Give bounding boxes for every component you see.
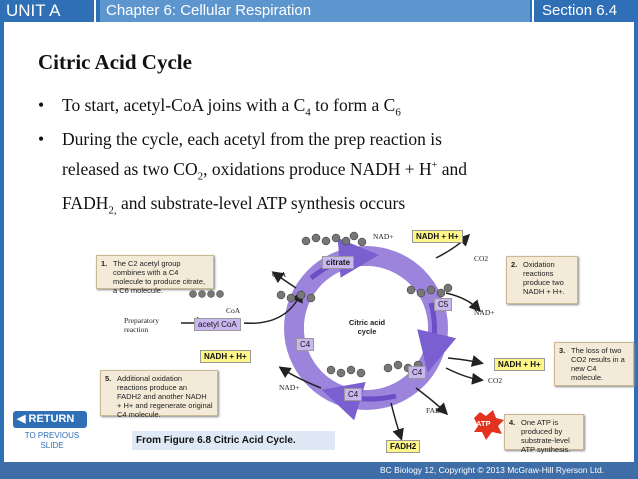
- prep-reaction-label: Preparatory reaction: [124, 316, 159, 334]
- fad-label: FAD: [426, 406, 441, 415]
- bullet-2-text-e: and substrate-level ATP synthesis occurs: [116, 192, 406, 213]
- bullet-1-mid: to form a C: [310, 95, 396, 115]
- c4-label-left: C4: [296, 338, 314, 351]
- step-2-text: Oxidation reactions produce two NADH + H+.: [523, 260, 565, 296]
- step-3-num: 3.: [559, 346, 566, 355]
- bullet-2-line-1: During the cycle, each acetyl from the prep reaction is: [62, 128, 442, 149]
- step-4-num: 4.: [509, 418, 516, 427]
- nadh-label-left: NADH + H+: [200, 350, 251, 363]
- return-subtitle[interactable]: TO PREVIOUS SLIDE: [24, 431, 80, 450]
- bullet-2-line-2: [62, 154, 618, 188]
- co2-label-top: CO2: [474, 254, 489, 263]
- step-1-num: 1.: [101, 259, 108, 268]
- bullet-1-text: To start, acetyl-CoA joins with a C: [62, 95, 306, 115]
- step-5-text: Additional oxidation reactions produce an FADH2 and another NADH + H+ and regenerate original C4 molecule.: [117, 374, 213, 419]
- coa-label: CoA: [272, 270, 287, 279]
- return-button[interactable]: [13, 411, 87, 428]
- footer-copyright: BC Biology 12, Copyright © 2013 McGraw-Hill Ryerson Ltd.: [380, 465, 605, 475]
- cycle-center-label: Citric acid cycle: [348, 318, 386, 336]
- chapter-title: Chapter 6: Cellular Respiration: [100, 0, 530, 22]
- bullet-2-text-b: , oxidations produce NADH + H: [203, 158, 432, 179]
- step-3-text: The loss of two CO2 results in a new C4 molecule.: [571, 346, 625, 382]
- step-3-box: [554, 342, 634, 386]
- citric-acid-cycle-figure: [96, 218, 638, 458]
- step-1-box: [96, 255, 214, 295]
- bullet-2-text-d: FADH: [62, 192, 109, 213]
- bullet-2-sup: +: [431, 159, 438, 171]
- nad-label-right: NAD+: [474, 308, 495, 317]
- step-2-num: 2.: [511, 260, 518, 269]
- bullet-dot: •: [38, 128, 45, 149]
- step-4-text: One ATP is produced by substrate-level ATP synthesis.: [521, 418, 571, 454]
- step-2-box: [506, 256, 578, 304]
- bullet-1: [38, 93, 618, 125]
- step-5-num: 5.: [105, 374, 112, 383]
- fadh2-label: FADH2: [386, 440, 420, 453]
- nadh-label-right: NADH + H+: [494, 358, 545, 371]
- citrate-label: citrate: [322, 256, 354, 269]
- bullet-2-text-c: and: [437, 158, 467, 179]
- section-label: Section 6.4: [532, 0, 638, 22]
- c4-label-right: C4: [408, 366, 426, 379]
- c4-label-bottom: C4: [344, 388, 362, 401]
- step-5-box: [100, 370, 218, 419]
- step-4-box: [504, 414, 584, 454]
- bullet-1-sub2: 6: [395, 106, 401, 119]
- left-frame: [0, 22, 4, 462]
- bullet-2-text-a: released as two CO: [62, 158, 198, 179]
- c5-label: C5: [434, 298, 452, 311]
- bullet-dot: •: [38, 95, 45, 115]
- bullet-1-sub: 4: [305, 106, 311, 119]
- slide-title: Citric Acid Cycle: [38, 50, 192, 74]
- co2-label-right: CO2: [488, 376, 503, 385]
- acetyl-coa-label: acetyl CoA: [194, 318, 241, 331]
- unit-label: UNIT A: [0, 0, 96, 22]
- bullet-list: [38, 93, 618, 222]
- nad-label-top: NAD+: [373, 232, 394, 241]
- bullet-2-sub2: 2,: [108, 204, 117, 217]
- atp-label: ATP: [476, 419, 491, 428]
- bullet-2: [38, 127, 618, 223]
- coa-label-2: CoA: [226, 306, 241, 315]
- return-label: RETURN: [28, 413, 75, 425]
- back-arrow-icon: ◀: [17, 413, 26, 425]
- nad-label-left: NAD+: [279, 383, 300, 392]
- step-1-text: The C2 acetyl group combines with a C4 molecule to produce citrate, a C6 molecule.: [113, 259, 206, 295]
- nadh-label-top: NADH + H+: [412, 230, 463, 243]
- bullet-2-sub: 2: [197, 169, 204, 182]
- figure-caption: From Figure 6.8 Citric Acid Cycle.: [132, 431, 335, 450]
- footer-bar: [0, 462, 638, 479]
